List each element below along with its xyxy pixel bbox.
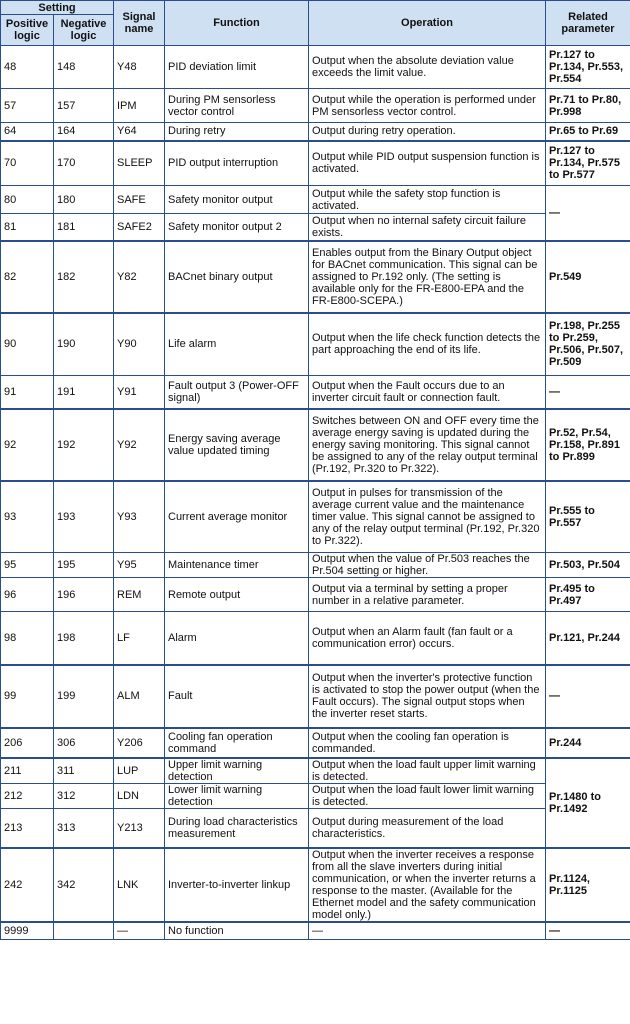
related-parameter-cell: Pr.555 to Pr.557 <box>546 481 630 553</box>
negative-logic-cell: 164 <box>54 123 114 141</box>
table-row <box>1 409 630 481</box>
related-parameter-cell: Pr.1124, Pr.1125 <box>546 848 630 922</box>
negative-logic-cell <box>54 922 114 939</box>
related-parameter-cell: — <box>546 665 630 728</box>
table-row <box>1 553 630 578</box>
signal-name-cell: LF <box>114 612 165 665</box>
positive-logic-cell: 213 <box>1 808 54 848</box>
operation-cell: Output when an Alarm fault (fan fault or a communication error) occurs. <box>309 612 546 665</box>
signal-name-cell: Y92 <box>114 409 165 481</box>
function-cell: Cooling fan operation command <box>165 728 309 758</box>
operation-cell: Output when the inverter's protective function is activated to stop the power output (when the Fault occurs). The signal output stops when the inverter reset starts. <box>309 665 546 728</box>
signal-name-cell: Y213 <box>114 808 165 848</box>
positive-logic-header: Positive logic <box>1 15 54 46</box>
table-row <box>1 46 630 89</box>
negative-logic-cell: 181 <box>54 214 114 241</box>
signal-name-cell: LDN <box>114 783 165 808</box>
positive-logic-cell: 93 <box>1 481 54 553</box>
related-parameter-cell: Pr.127 to Pr.134, Pr.575 to Pr.577 <box>546 141 630 186</box>
signal-name-cell: LUP <box>114 758 165 784</box>
positive-logic-cell: 64 <box>1 123 54 141</box>
table-row <box>1 214 630 241</box>
signal-name-cell: Y95 <box>114 553 165 578</box>
signal-name-cell: Y91 <box>114 376 165 409</box>
function-cell: Safety monitor output 2 <box>165 214 309 241</box>
function-cell: Fault <box>165 665 309 728</box>
function-cell: BACnet binary output <box>165 241 309 313</box>
function-cell: Safety monitor output <box>165 186 309 214</box>
negative-logic-cell: 195 <box>54 553 114 578</box>
related-parameter-cell: Pr.71 to Pr.80, Pr.998 <box>546 89 630 123</box>
function-cell: PID output interruption <box>165 141 309 186</box>
table-row <box>1 758 630 784</box>
function-cell: During retry <box>165 123 309 141</box>
operation-cell: Output when no internal safety circuit failure exists. <box>309 214 546 241</box>
positive-logic-cell: 242 <box>1 848 54 922</box>
table-row <box>1 241 630 313</box>
function-cell: Alarm <box>165 612 309 665</box>
signal-name-cell: ALM <box>114 665 165 728</box>
related-parameter-cell: — <box>546 376 630 409</box>
related-parameter-cell: Pr.52, Pr.54, Pr.158, Pr.891 to Pr.899 <box>546 409 630 481</box>
negative-logic-cell: 198 <box>54 612 114 665</box>
operation-cell: Output when the value of Pr.503 reaches the Pr.504 setting or higher. <box>309 553 546 578</box>
table-row <box>1 578 630 612</box>
function-cell: Energy saving average value updated timing <box>165 409 309 481</box>
operation-cell: Output during retry operation. <box>309 123 546 141</box>
negative-logic-cell: 191 <box>54 376 114 409</box>
related-parameter-cell: — <box>546 922 630 939</box>
signal-name-cell: Y206 <box>114 728 165 758</box>
signal-name-header: Signal name <box>114 1 165 46</box>
positive-logic-cell: 57 <box>1 89 54 123</box>
operation-cell: — <box>309 922 546 939</box>
signal-name-cell: Y64 <box>114 123 165 141</box>
signal-name-cell: Y82 <box>114 241 165 313</box>
positive-logic-cell: 96 <box>1 578 54 612</box>
table-row <box>1 376 630 409</box>
table-row <box>1 808 630 848</box>
related-parameter-cell: Pr.244 <box>546 728 630 758</box>
related-parameter-cell: Pr.503, Pr.504 <box>546 553 630 578</box>
function-header: Function <box>165 1 309 46</box>
table-row <box>1 612 630 665</box>
table-row <box>1 186 630 214</box>
function-cell: Remote output <box>165 578 309 612</box>
operation-cell: Output when the absolute deviation value exceeds the limit value. <box>309 46 546 89</box>
related-parameter-cell: Pr.121, Pr.244 <box>546 612 630 665</box>
operation-cell: Output when the load fault lower limit warning is detected. <box>309 783 546 808</box>
operation-cell: Output when the Fault occurs due to an inverter circuit fault or connection fault. <box>309 376 546 409</box>
signal-name-cell: SAFE <box>114 186 165 214</box>
signal-name-cell: SLEEP <box>114 141 165 186</box>
function-cell: Current average monitor <box>165 481 309 553</box>
negative-logic-cell: 148 <box>54 46 114 89</box>
related-parameter-cell: Pr.1480 to Pr.1492 <box>546 758 630 849</box>
function-cell: No function <box>165 922 309 939</box>
function-cell: PID deviation limit <box>165 46 309 89</box>
negative-logic-cell: 192 <box>54 409 114 481</box>
positive-logic-cell: 48 <box>1 46 54 89</box>
signal-name-cell: LNK <box>114 848 165 922</box>
operation-cell: Output when the life check function detects the part approaching the end of its life. <box>309 313 546 376</box>
operation-cell: Output in pulses for transmission of the average current value and the maintenance timer value. This signal cannot be assigned to any of the relay output terminal (Pr.192, Pr.320 to Pr.322). <box>309 481 546 553</box>
positive-logic-cell: 95 <box>1 553 54 578</box>
negative-logic-cell: 182 <box>54 241 114 313</box>
function-cell: Upper limit warning detection <box>165 758 309 784</box>
negative-logic-cell: 311 <box>54 758 114 784</box>
function-cell: Inverter-to-inverter linkup <box>165 848 309 922</box>
operation-cell: Output while the operation is performed under PM sensorless vector control. <box>309 89 546 123</box>
negative-logic-cell: 180 <box>54 186 114 214</box>
related-parameter-cell: Pr.495 to Pr.497 <box>546 578 630 612</box>
negative-logic-cell: 342 <box>54 848 114 922</box>
table-row <box>1 123 630 141</box>
table-row <box>1 665 630 728</box>
function-cell: Maintenance timer <box>165 553 309 578</box>
negative-logic-cell: 157 <box>54 89 114 123</box>
negative-logic-cell: 199 <box>54 665 114 728</box>
negative-logic-cell: 193 <box>54 481 114 553</box>
positive-logic-cell: 90 <box>1 313 54 376</box>
operation-cell: Output via a terminal by setting a proper number in a relative parameter. <box>309 578 546 612</box>
signal-name-cell: IPM <box>114 89 165 123</box>
positive-logic-cell: 206 <box>1 728 54 758</box>
operation-cell: Output during measurement of the load characteristics. <box>309 808 546 848</box>
negative-logic-cell: 306 <box>54 728 114 758</box>
negative-logic-cell: 196 <box>54 578 114 612</box>
table-row <box>1 922 630 939</box>
positive-logic-cell: 211 <box>1 758 54 784</box>
positive-logic-cell: 212 <box>1 783 54 808</box>
related-parameter-cell: Pr.549 <box>546 241 630 313</box>
positive-logic-cell: 92 <box>1 409 54 481</box>
operation-cell: Output when the inverter receives a response from all the slave inverters during initial communication, or when the inverter returns a response to the master. (Available for the Ethernet model and the safety communication model only.) <box>309 848 546 922</box>
positive-logic-cell: 82 <box>1 241 54 313</box>
setting-header: Setting <box>1 1 114 15</box>
signal-name-cell: SAFE2 <box>114 214 165 241</box>
positive-logic-cell: 91 <box>1 376 54 409</box>
signal-name-cell: REM <box>114 578 165 612</box>
signal-name-cell: Y93 <box>114 481 165 553</box>
function-cell: Lower limit warning detection <box>165 783 309 808</box>
operation-cell: Output while the safety stop function is activated. <box>309 186 546 214</box>
negative-logic-cell: 170 <box>54 141 114 186</box>
function-cell: During load characteristics measurement <box>165 808 309 848</box>
table-row <box>1 783 630 808</box>
table-row <box>1 313 630 376</box>
table-row <box>1 848 630 922</box>
positive-logic-cell: 99 <box>1 665 54 728</box>
operation-cell: Switches between ON and OFF every time the average energy saving is updated during the energy saving monitoring. This signal cannot be assigned to any of the relay output terminal (Pr.192, Pr.320 to Pr.322). <box>309 409 546 481</box>
related-parameter-header: Related parameter <box>546 1 630 46</box>
operation-cell: Output when the cooling fan operation is commanded. <box>309 728 546 758</box>
negative-logic-cell: 313 <box>54 808 114 848</box>
operation-header: Operation <box>309 1 546 46</box>
operation-cell: Output while PID output suspension function is activated. <box>309 141 546 186</box>
negative-logic-header: Negative logic <box>54 15 114 46</box>
positive-logic-cell: 80 <box>1 186 54 214</box>
table-row <box>1 728 630 758</box>
positive-logic-cell: 9999 <box>1 922 54 939</box>
related-parameter-cell: Pr.127 to Pr.134, Pr.553, Pr.554 <box>546 46 630 89</box>
signal-name-cell: Y48 <box>114 46 165 89</box>
related-parameter-cell: — <box>546 186 630 241</box>
table-row <box>1 481 630 553</box>
negative-logic-cell: 312 <box>54 783 114 808</box>
related-parameter-cell: Pr.65 to Pr.69 <box>546 123 630 141</box>
positive-logic-cell: 70 <box>1 141 54 186</box>
table-row <box>1 89 630 123</box>
negative-logic-cell: 190 <box>54 313 114 376</box>
related-parameter-cell: Pr.198, Pr.255 to Pr.259, Pr.506, Pr.507, Pr.509 <box>546 313 630 376</box>
function-cell: During PM sensorless vector control <box>165 89 309 123</box>
operation-cell: Output when the load fault upper limit warning is detected. <box>309 758 546 784</box>
function-cell: Fault output 3 (Power-OFF signal) <box>165 376 309 409</box>
operation-cell: Enables output from the Binary Output object for BACnet communication. This signal can be assigned to Pr.192 only. (The setting is available only for the FR-E800-EPA and the FR-E800-SCEPA.) <box>309 241 546 313</box>
function-cell: Life alarm <box>165 313 309 376</box>
table-row <box>1 141 630 186</box>
signal-name-cell: Y90 <box>114 313 165 376</box>
signal-name-cell: — <box>114 922 165 939</box>
positive-logic-cell: 81 <box>1 214 54 241</box>
positive-logic-cell: 98 <box>1 612 54 665</box>
